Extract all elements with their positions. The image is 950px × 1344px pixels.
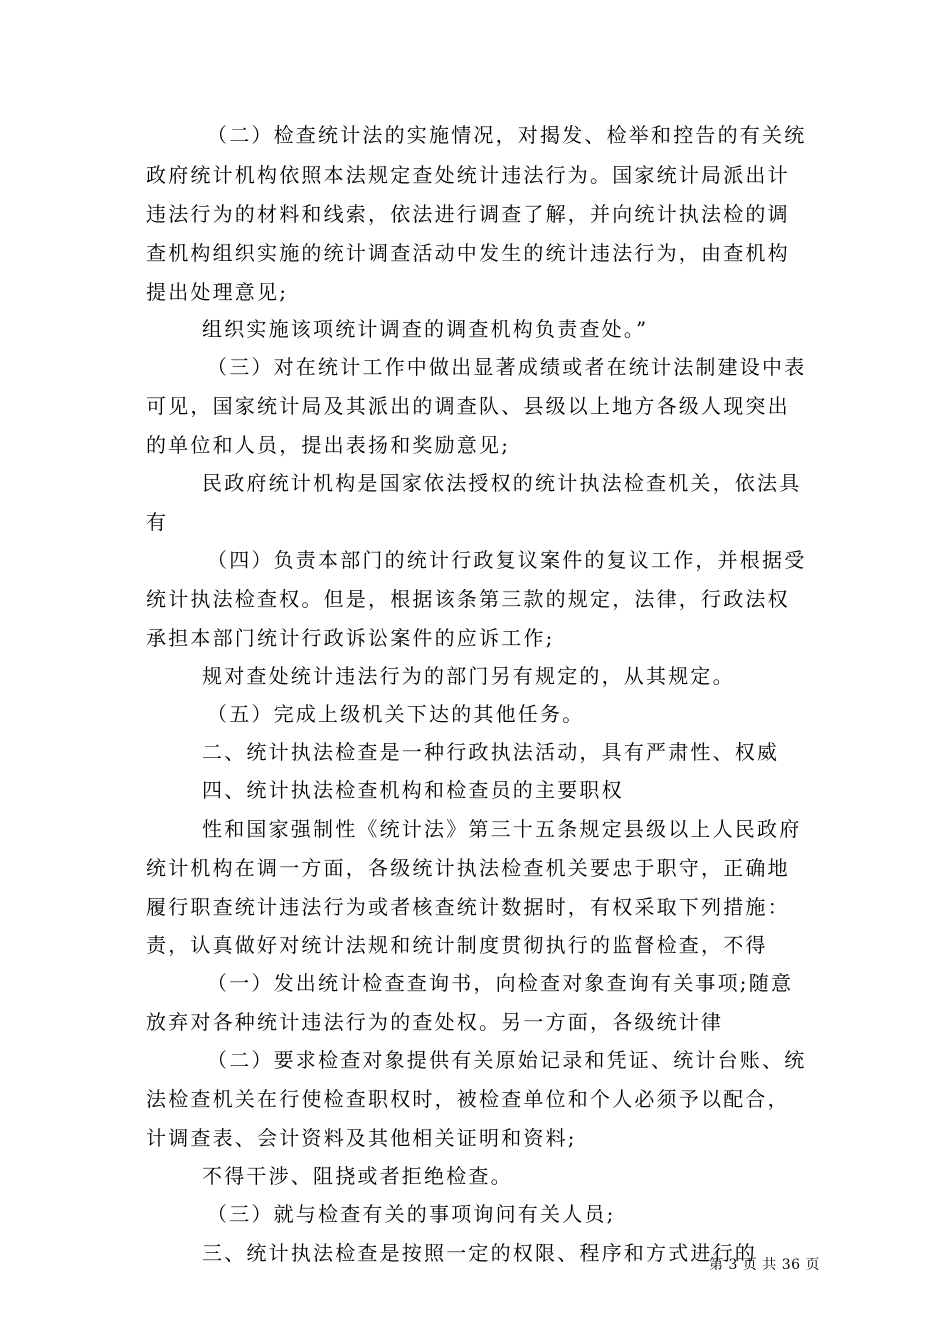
paragraph-line: 三、统计执法检查是按照一定的权限、程序和方式进行的: [202, 1241, 757, 1265]
paragraph-line: 性和国家强制性《统计法》第三十五条规定县级以上人民政府: [202, 817, 802, 841]
paragraph-line: 统计机构在调一方面，各级统计执法检查机关要忠于职守，正确地: [146, 856, 790, 880]
paragraph-line: 政府统计机构依照本法规定查处统计违法行为。国家统计局派出计: [146, 163, 790, 187]
paragraph-line: （一）发出统计检查查询书，向检查对象查询有关事项;随意: [207, 971, 794, 995]
paragraph-line: 违法行为的材料和线索，依法进行调查了解，并向统计执法检的调: [146, 202, 790, 226]
paragraph-line: 的单位和人员，提出表扬和奖励意见;: [146, 433, 511, 457]
paragraph-line: 放弃对各种统计违法行为的查处权。另一方面，各级统计律: [146, 1010, 724, 1034]
paragraph-line: 二、统计执法检查是一种行政执法活动，具有严肃性、权威: [202, 740, 780, 764]
paragraph-line: 民政府统计机构是国家依法授权的统计执法检查机关，依法具: [202, 471, 802, 495]
paragraph-line: （二）要求检查对象提供有关原始记录和凭证、统计台账、统: [207, 1048, 807, 1072]
paragraph-line: 责，认真做好对统计法规和统计制度贯彻执行的监督检查，不得: [146, 933, 768, 957]
paragraph-line: （五）完成上级机关下达的其他任务。: [207, 702, 585, 726]
paragraph-line: 查机构组织实施的统计调查活动中发生的统计违法行为，由查机构: [146, 241, 790, 265]
paragraph-line: 履行职查统计违法行为或者核查统计数据时，有权采取下列措施：: [146, 895, 790, 919]
paragraph-line: 规对查处统计违法行为的部门另有规定的，从其规定。: [202, 664, 735, 688]
paragraph-line: 不得干涉、阻挠或者拒绝检查。: [202, 1164, 513, 1188]
paragraph-line: 提出处理意见;: [146, 280, 289, 304]
paragraph-line: （二）检查统计法的实施情况，对揭发、检举和控告的有关统: [207, 123, 807, 147]
paragraph-line: 统计执法检查权。但是，根据该条第三款的规定，法律，行政法权: [146, 587, 790, 611]
paragraph-line: （三）对在统计工作中做出显著成绩或者在统计法制建设中表: [207, 355, 807, 379]
paragraph-line: 有: [146, 510, 169, 534]
paragraph-line: 承担本部门统计行政诉讼案件的应诉工作;: [146, 626, 555, 650]
page-number: 第 3 页 共 36 页: [709, 1257, 820, 1273]
paragraph-line: （三）就与检查有关的事项询问有关人员;: [207, 1202, 616, 1226]
paragraph-line: 计调查表、会计资料及其他相关证明和资料;: [146, 1126, 577, 1150]
paragraph-line: 法检查机关在行使检查职权时，被检查单位和个人必须予以配合，: [146, 1087, 790, 1111]
paragraph-line: （四）负责本部门的统计行政复议案件的复议工作，并根据受: [207, 548, 807, 572]
paragraph-line: 可见，国家统计局及其派出的调查队、县级以上地方各级人现突出: [146, 394, 790, 418]
paragraph-line: 组织实施该项统计调查的调查机构负责查处。”: [202, 317, 649, 341]
paragraph-line: 四、统计执法检查机构和检查员的主要职权: [202, 778, 624, 802]
